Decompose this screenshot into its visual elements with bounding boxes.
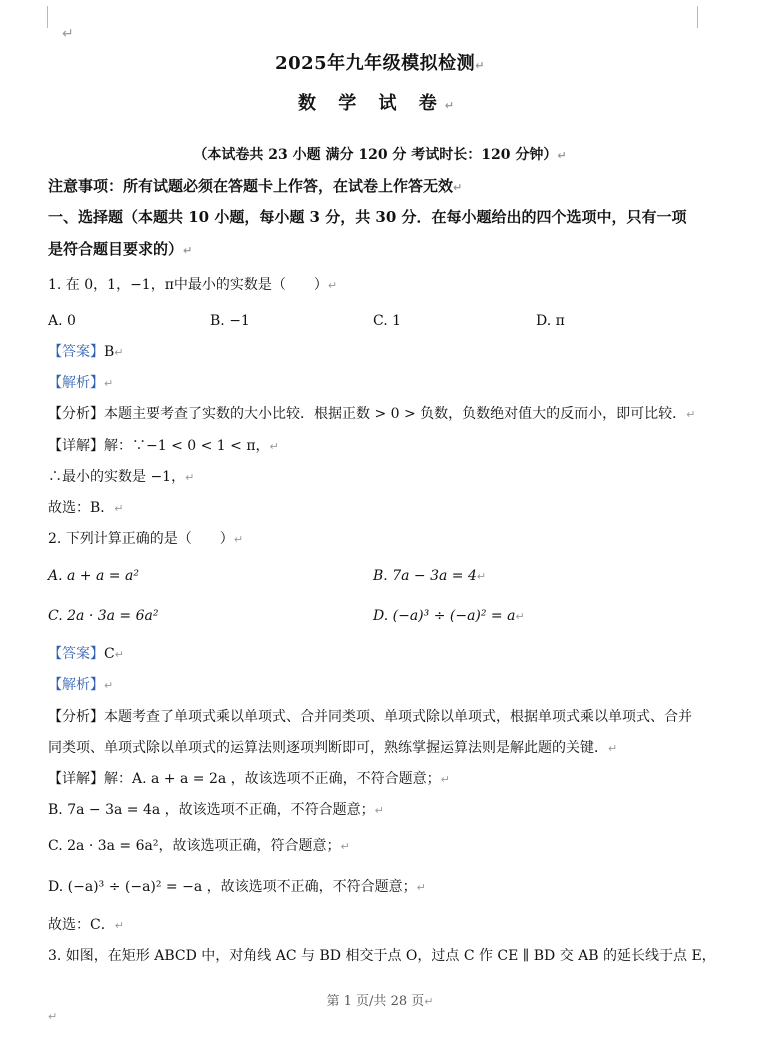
exam-title: 2025年九年级模拟检测↵ xyxy=(275,53,485,74)
q1-detail-1: 【详解】解：∵−1 < 0 < 1 < π，↵ xyxy=(48,438,279,454)
q2-detail-4: D. (−a)³ ÷ (−a)² = −a ，故该选项不正确，不符合题意；↵ xyxy=(48,879,426,895)
q2-detail-5: 故选：C．↵ xyxy=(48,917,124,933)
exam-subtitle: 数 学 试 卷↵ xyxy=(297,93,463,114)
q3-stem: 3. 如图，在矩形 ABCD 中，对角线 AC 与 BD 相交于点 O，过点 C 作 CE ∥ BD 交 AB 的延长线于点 E， xyxy=(48,948,716,964)
return-mark-bottom: ↵ xyxy=(48,1010,58,1023)
section-heading-line1: 一、选择题（本题共 10 小题，每小题 3 分，共 30 分．在每小题给出的四个选项中，只有一项 xyxy=(48,208,687,226)
q2-option-d: D. (−a)³ ÷ (−a)² = a↵ xyxy=(373,608,525,624)
q1-option-d: D. π xyxy=(536,313,565,329)
q1-analysis: 【解析】↵ xyxy=(48,375,114,391)
q1-option-c: C. 1 xyxy=(373,313,402,329)
notice: 注意事项：所有试题必须在答题卡上作答，在试卷上作答无效↵ xyxy=(48,177,463,195)
q2-option-a: A. a + a = a² xyxy=(48,568,139,584)
page-footer: 第 1 页/共 28 页↵ xyxy=(326,994,434,1009)
q2-detail-2: B. 7a − 3a = 4a ，故该选项不正确，不符合题意；↵ xyxy=(48,802,384,818)
q1-answer: 【答案】B↵ xyxy=(48,344,124,360)
q2-option-c: C. 2a · 3a = 6a² xyxy=(48,608,159,624)
crop-mark-left xyxy=(47,6,48,28)
q2-option-b: B. 7a − 3a = 4↵ xyxy=(373,568,487,584)
q2-detail-1: 【详解】解：A. a + a = 2a ，故该选项不正确，不符合题意；↵ xyxy=(48,771,450,787)
q2-fenxi-2: 同类项、单项式除以单项式的运算法则逐项判断即可，熟练掌握运算法则是解此题的关键．↵ xyxy=(48,740,618,756)
q1-option-b: B. −1 xyxy=(210,313,250,329)
section-heading-line2: 是符合题目要求的）↵ xyxy=(48,240,193,258)
exam-info: （本试卷共 23 小题 满分 120 分 考试时长：120 分钟）↵ xyxy=(193,147,567,163)
q2-fenxi-1: 【分析】本题考查了单项式乘以单项式、合并同类项、单项式除以单项式，根据单项式乘以单项式、合并 xyxy=(48,709,692,725)
q1-fenxi: 【分析】本题主要考查了实数的大小比较．根据正数 > 0 > 负数，负数绝对值大的反而小，即可比较．↵ xyxy=(48,406,696,422)
q2-stem: 2. 下列计算正确的是（ ）↵ xyxy=(48,531,244,547)
q2-answer: 【答案】C↵ xyxy=(48,646,124,662)
q2-analysis: 【解析】↵ xyxy=(48,677,114,693)
q1-option-a: A. 0 xyxy=(48,313,76,329)
q1-detail-2: ∴最小的实数是 −1，↵ xyxy=(48,469,195,485)
return-mark: ↵ xyxy=(62,26,74,42)
q1-stem: 1. 在 0，1，−1，π中最小的实数是（ ）↵ xyxy=(48,277,338,293)
q2-detail-3: C. 2a · 3a = 6a²，故该选项正确，符合题意；↵ xyxy=(48,838,350,854)
q1-detail-3: 故选：B．↵ xyxy=(48,500,124,516)
